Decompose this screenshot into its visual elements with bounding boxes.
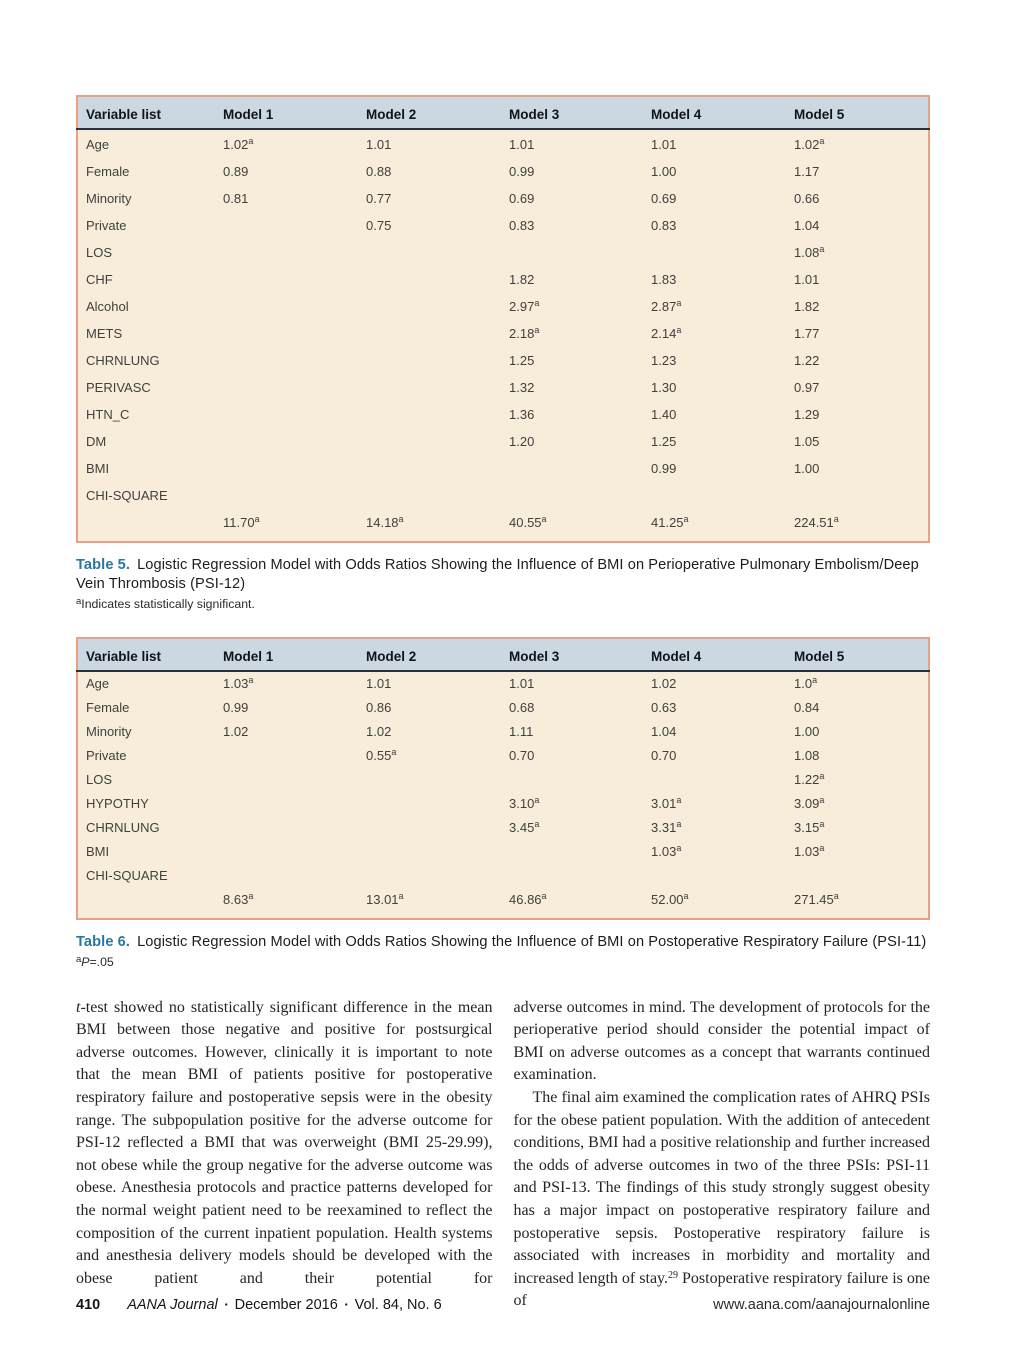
table-cell: 0.77 xyxy=(366,190,392,206)
table-cell: 0.66 xyxy=(794,190,820,206)
right-column xyxy=(514,997,931,1313)
row-label: Age xyxy=(86,676,110,692)
table-cell xyxy=(366,454,509,481)
table-cell: 1.22 xyxy=(794,352,820,368)
table-cell xyxy=(651,767,794,791)
table-row xyxy=(77,319,929,346)
table-row xyxy=(77,238,929,265)
table-cell: 1.03$^a$ xyxy=(651,843,682,860)
significance-marker: a xyxy=(254,513,260,524)
footer-left xyxy=(76,1297,442,1313)
separator-square-icon: ▪ xyxy=(224,1299,228,1309)
table5 xyxy=(76,95,930,543)
table-cell xyxy=(366,863,509,887)
header-row xyxy=(77,638,929,671)
row-label: PERIVASC xyxy=(86,379,151,395)
table-cell xyxy=(223,427,366,454)
row-label: Private xyxy=(86,217,127,233)
table-cell xyxy=(223,863,366,887)
table-cell xyxy=(366,265,509,292)
table5-footnote-marker: a xyxy=(76,595,82,607)
page-footer xyxy=(76,1297,930,1313)
paragraph: The final aim examined the complication rates of AHRQ PSIs for the obese patient population. With the addition of antecedent conditions, BMI had a positive relationship and further increased the odds of adverse outcomes in two of the three PSIs: PSI-11 and PSI-13. The findings of this study strongly suggest obesity has a major impact on postoperative respiratory failure and postoperative sepsis. Postoperative respiratory failure is associated with increases in morbidity and mortality and increased length of stay.$^{29}$ Postoperative respiratory failure is one of xyxy=(513,1089,931,1310)
significance-marker: a xyxy=(534,795,540,806)
table-cell: 11.70$^a$ xyxy=(223,513,260,530)
table-cell: 0.68 xyxy=(509,700,535,716)
table-row xyxy=(77,767,929,791)
table-cell: 0.86 xyxy=(366,700,392,716)
significance-marker: a xyxy=(676,324,682,335)
table-cell: 14.18$^a$ xyxy=(366,513,404,530)
significance-marker: a xyxy=(819,843,825,854)
column-header: Model 5 xyxy=(794,96,929,129)
table-cell xyxy=(509,767,651,791)
table-cell xyxy=(651,481,794,508)
table-row xyxy=(77,839,929,863)
table-row xyxy=(77,346,929,373)
table-row xyxy=(77,157,929,184)
table-cell xyxy=(366,839,509,863)
row-label: HYPOTHY xyxy=(86,796,149,812)
table-row xyxy=(77,815,929,839)
table-cell: 0.81 xyxy=(223,190,249,206)
table-cell xyxy=(509,454,651,481)
table-cell xyxy=(366,319,509,346)
table-cell: 1.01 xyxy=(366,136,392,152)
table-cell xyxy=(509,481,651,508)
table-cell xyxy=(651,863,794,887)
significance-marker: a xyxy=(683,891,689,902)
table-row xyxy=(77,791,929,815)
significance-marker: a xyxy=(534,819,540,830)
page-number: 410 xyxy=(76,1297,101,1313)
table6-footnote-marker: a xyxy=(76,953,82,965)
table-cell: 3.01$^a$ xyxy=(651,795,682,812)
table-cell xyxy=(366,767,509,791)
table-cell xyxy=(223,211,366,238)
table-cell xyxy=(366,292,509,319)
row-label: Female xyxy=(86,700,130,716)
table-row xyxy=(77,508,929,542)
significance-marker: a xyxy=(819,819,825,830)
table-cell: 0.99 xyxy=(651,460,677,476)
table-cell: 0.83 xyxy=(509,217,535,233)
column-header: Model 1 xyxy=(223,96,366,129)
table-cell: 1.82 xyxy=(509,271,535,287)
significance-marker: a xyxy=(819,243,825,254)
table-cell: 1.30 xyxy=(651,379,677,395)
table-cell: 1.36 xyxy=(509,406,535,422)
table-cell: 1.02$^a$ xyxy=(223,135,254,152)
column-header: Variable list xyxy=(77,638,223,671)
table-cell xyxy=(366,346,509,373)
table-cell: 0.97 xyxy=(794,379,820,395)
row-label: CHI-SQUARE xyxy=(86,487,168,503)
table-cell xyxy=(223,454,366,481)
table-cell: 1.25 xyxy=(509,352,535,368)
table-cell: 1.32 xyxy=(509,379,535,395)
table-cell: 1.02 xyxy=(366,724,392,740)
table5-section xyxy=(76,95,930,611)
table-cell: 0.69 xyxy=(651,190,677,206)
table-cell: 0.63 xyxy=(651,700,677,716)
table-cell xyxy=(223,373,366,400)
table-cell: 8.63$^a$ xyxy=(223,891,254,908)
table-cell: 1.08 xyxy=(794,748,820,764)
table-row xyxy=(77,863,929,887)
table-cell xyxy=(651,238,794,265)
significance-marker: a xyxy=(676,795,682,806)
table-cell xyxy=(223,292,366,319)
table-cell xyxy=(223,743,366,767)
table5-footnote-text: Indicates statistically significant. xyxy=(81,596,255,611)
row-label: DM xyxy=(86,433,107,449)
table5-caption-label: Table 5. xyxy=(76,556,131,573)
table-cell xyxy=(509,238,651,265)
article-body xyxy=(76,997,930,1313)
column-header: Model 3 xyxy=(509,96,651,129)
table-cell: 1.04 xyxy=(651,724,677,740)
table-cell: 1.02 xyxy=(651,676,677,692)
significance-marker: a xyxy=(676,843,682,854)
table-cell: 1.83 xyxy=(651,271,677,287)
significance-marker: a xyxy=(676,819,682,830)
paragraph: t-test showed no statistically significant difference in the mean BMI between those negative and positive for postsurgical adverse outcomes. However, clinically it is important to note that the mean BMI of patients positive for postoperative respiratory failure and postoperative sepsis were in the obesity range. The subpopulation positive for the adverse outcome for PSI-12 reflected a BMI that was overweight (BMI 25-29.99), not obese while the group negative for the adverse outcome was obese. Anesthesia protocols and practice patterns developed for the normal weight patient need to be reexamined to reflect the composition of the current inpatient population. Health systems and anesthesia delivery models should be developed with the obese patient and their potential for xyxy=(76,998,493,1287)
table-row xyxy=(77,887,929,919)
table-cell: 3.09$^a$ xyxy=(794,795,825,812)
significance-marker: a xyxy=(819,795,825,806)
table-cell: 1.02 xyxy=(223,724,249,740)
table-cell xyxy=(366,427,509,454)
row-label: Minority xyxy=(86,190,132,206)
row-label: CHF xyxy=(86,271,113,287)
column-header: Model 4 xyxy=(651,638,794,671)
table-cell: 1.00 xyxy=(794,460,820,476)
volume-number: Vol. 84, No. 6 xyxy=(354,1297,442,1313)
table-cell: 1.05 xyxy=(794,433,820,449)
table6 xyxy=(76,637,930,921)
column-header: Model 3 xyxy=(509,638,651,671)
table-cell: 1.40 xyxy=(651,406,677,422)
table-cell: 271.45$^a$ xyxy=(794,891,839,908)
table-row xyxy=(77,184,929,211)
table-cell: 3.45$^a$ xyxy=(509,819,540,836)
significance-marker: a xyxy=(819,771,825,782)
table-cell: 40.55$^a$ xyxy=(509,513,547,530)
table-cell: 1.82 xyxy=(794,298,820,314)
table6-footnote: $^a$P=.05 xyxy=(76,953,114,969)
table-cell xyxy=(366,373,509,400)
table-cell: 3.15$^a$ xyxy=(794,819,825,836)
column-header: Model 4 xyxy=(651,96,794,129)
column-header: Model 1 xyxy=(223,638,366,671)
significance-marker: a xyxy=(534,324,540,335)
row-label: LOS xyxy=(86,772,113,788)
table-cell: 41.25$^a$ xyxy=(651,513,689,530)
table-cell: 2.14$^a$ xyxy=(651,324,682,341)
significance-marker: a xyxy=(819,135,825,146)
paragraph: adverse outcomes in mind. The development of protocols for the perioperative period should consider the potential impact of BMI on adverse outcomes as a concept that warrants continued examination. xyxy=(513,998,930,1084)
table-cell: 1.01 xyxy=(794,271,820,287)
table-cell: 2.18$^a$ xyxy=(509,324,540,341)
table-cell xyxy=(509,839,651,863)
significance-marker: a xyxy=(833,891,839,902)
table-cell: 1.01 xyxy=(366,676,392,692)
table-cell: 0.55$^a$ xyxy=(366,747,397,764)
table-cell xyxy=(366,791,509,815)
table-cell xyxy=(223,346,366,373)
table-row xyxy=(77,427,929,454)
table5-caption-text: Logistic Regression Model with Odds Ratios Showing the Influence of BMI on Perioperative Pulmonary Embolism/Deep Vein Thrombosis (PSI-12) xyxy=(76,556,919,592)
issue-date: December 2016 xyxy=(234,1297,338,1313)
table-cell xyxy=(366,400,509,427)
table-cell: 0.69 xyxy=(509,190,535,206)
table-cell: 0.70 xyxy=(509,748,535,764)
significance-marker: a xyxy=(833,513,839,524)
journal-name: AANA Journal xyxy=(127,1297,218,1313)
table-cell: 2.97$^a$ xyxy=(509,297,540,314)
row-label: CHRNLUNG xyxy=(86,820,160,836)
table-cell: 3.10$^a$ xyxy=(509,795,540,812)
table-cell: 1.23 xyxy=(651,352,677,368)
table-row xyxy=(77,719,929,743)
table-row xyxy=(77,695,929,719)
table-cell xyxy=(223,767,366,791)
row-label: BMI xyxy=(86,844,110,860)
table-row xyxy=(77,400,929,427)
row-label: CHRNLUNG xyxy=(86,352,160,368)
significance-marker: a xyxy=(534,297,540,308)
row-label: BMI xyxy=(86,460,110,476)
table-cell: 46.86$^a$ xyxy=(509,891,547,908)
table-cell xyxy=(794,481,929,508)
column-header: Model 5 xyxy=(794,638,929,671)
table6-caption-label: Table 6. xyxy=(76,934,131,951)
significance-marker: a xyxy=(398,891,404,902)
table-cell xyxy=(223,265,366,292)
table-cell: 0.99 xyxy=(509,163,535,179)
table-cell: 1.01 xyxy=(509,676,535,692)
significance-marker: a xyxy=(391,747,397,758)
table-cell: 1.03$^a$ xyxy=(794,843,825,860)
table-row xyxy=(77,265,929,292)
row-label: Minority xyxy=(86,724,132,740)
row-label: LOS xyxy=(86,244,113,260)
row-label: CHI-SQUARE xyxy=(86,868,168,884)
table-cell xyxy=(366,815,509,839)
table-row xyxy=(77,454,929,481)
row-label: Female xyxy=(86,163,130,179)
header-row xyxy=(77,96,929,129)
table-cell: 1.08$^a$ xyxy=(794,243,825,260)
significance-marker: a xyxy=(683,513,689,524)
reference-superscript: 29 xyxy=(668,1269,679,1281)
table-cell: 0.70 xyxy=(651,748,677,764)
row-label xyxy=(77,508,223,542)
table-cell: 1.77 xyxy=(794,325,820,341)
table-cell: 52.00$^a$ xyxy=(651,891,689,908)
table-cell: 1.01 xyxy=(509,136,535,152)
table-row xyxy=(77,481,929,508)
table-cell: 0.89 xyxy=(223,163,249,179)
table-cell: 224.51$^a$ xyxy=(794,513,839,530)
table-cell: 1.02$^a$ xyxy=(794,135,825,152)
table-cell xyxy=(223,839,366,863)
table-cell xyxy=(223,238,366,265)
table-cell: 1.25 xyxy=(651,433,677,449)
table-row xyxy=(77,129,929,157)
table-cell: 0.99 xyxy=(223,700,249,716)
table-cell: 1.29 xyxy=(794,406,820,422)
separator-square-icon: ▪ xyxy=(344,1299,348,1309)
journal-website: www.aana.com/aanajournalonline xyxy=(713,1297,930,1313)
column-header: Model 2 xyxy=(366,638,509,671)
table-cell: 1.17 xyxy=(794,163,820,179)
row-label: METS xyxy=(86,325,123,341)
table-cell: 1.11 xyxy=(509,724,534,740)
table-cell: 0.88 xyxy=(366,163,392,179)
table-cell: 1.00 xyxy=(651,163,677,179)
table-row xyxy=(77,743,929,767)
page-content xyxy=(76,95,930,1313)
table5-footnote xyxy=(76,596,930,611)
table-cell: 2.87$^a$ xyxy=(651,297,682,314)
significance-marker: a xyxy=(248,891,254,902)
table5-caption xyxy=(76,556,930,595)
table-row xyxy=(77,373,929,400)
table-cell: 1.01 xyxy=(651,136,677,152)
table-cell xyxy=(794,863,929,887)
table-row xyxy=(77,292,929,319)
significance-marker: a xyxy=(812,675,818,686)
table-cell: 0.83 xyxy=(651,217,677,233)
table-cell xyxy=(223,815,366,839)
table6-caption xyxy=(76,933,930,953)
table-cell: 13.01$^a$ xyxy=(366,891,404,908)
table-cell xyxy=(366,481,509,508)
table-cell: 1.03$^a$ xyxy=(223,675,254,692)
table-cell xyxy=(366,238,509,265)
table-cell xyxy=(223,400,366,427)
table-row xyxy=(77,671,929,696)
row-label: Private xyxy=(86,748,127,764)
significance-marker: a xyxy=(676,297,682,308)
significance-marker: a xyxy=(248,135,254,146)
significance-marker: a xyxy=(398,513,404,524)
table-cell: 1.04 xyxy=(794,217,820,233)
table-row xyxy=(77,211,929,238)
left-column xyxy=(76,997,493,1313)
table-cell: 1.00 xyxy=(794,724,820,740)
table-cell xyxy=(223,791,366,815)
table-cell: 0.84 xyxy=(794,700,820,716)
table-cell xyxy=(509,863,651,887)
column-header: Variable list xyxy=(77,96,223,129)
table-cell: 1.0$^a$ xyxy=(794,675,818,692)
significance-marker: a xyxy=(541,891,547,902)
significance-marker: a xyxy=(248,675,254,686)
table-cell: 3.31$^a$ xyxy=(651,819,682,836)
table-cell: 1.22$^a$ xyxy=(794,771,825,788)
table-cell: 1.20 xyxy=(509,433,535,449)
row-label: HTN_C xyxy=(86,406,130,422)
significance-marker: a xyxy=(541,513,547,524)
table-cell: 0.75 xyxy=(366,217,392,233)
table-cell xyxy=(223,481,366,508)
row-label: Alcohol xyxy=(86,298,129,314)
table6-section xyxy=(76,637,930,969)
table6-footnote-text: =.05 xyxy=(89,954,114,969)
table6-caption-text: Logistic Regression Model with Odds Ratios Showing the Influence of BMI on Postoperative Respiratory Failure (PSI-11) xyxy=(137,934,927,951)
table-cell xyxy=(223,319,366,346)
column-header: Model 2 xyxy=(366,96,509,129)
row-label: Age xyxy=(86,136,110,152)
row-label xyxy=(77,887,223,919)
